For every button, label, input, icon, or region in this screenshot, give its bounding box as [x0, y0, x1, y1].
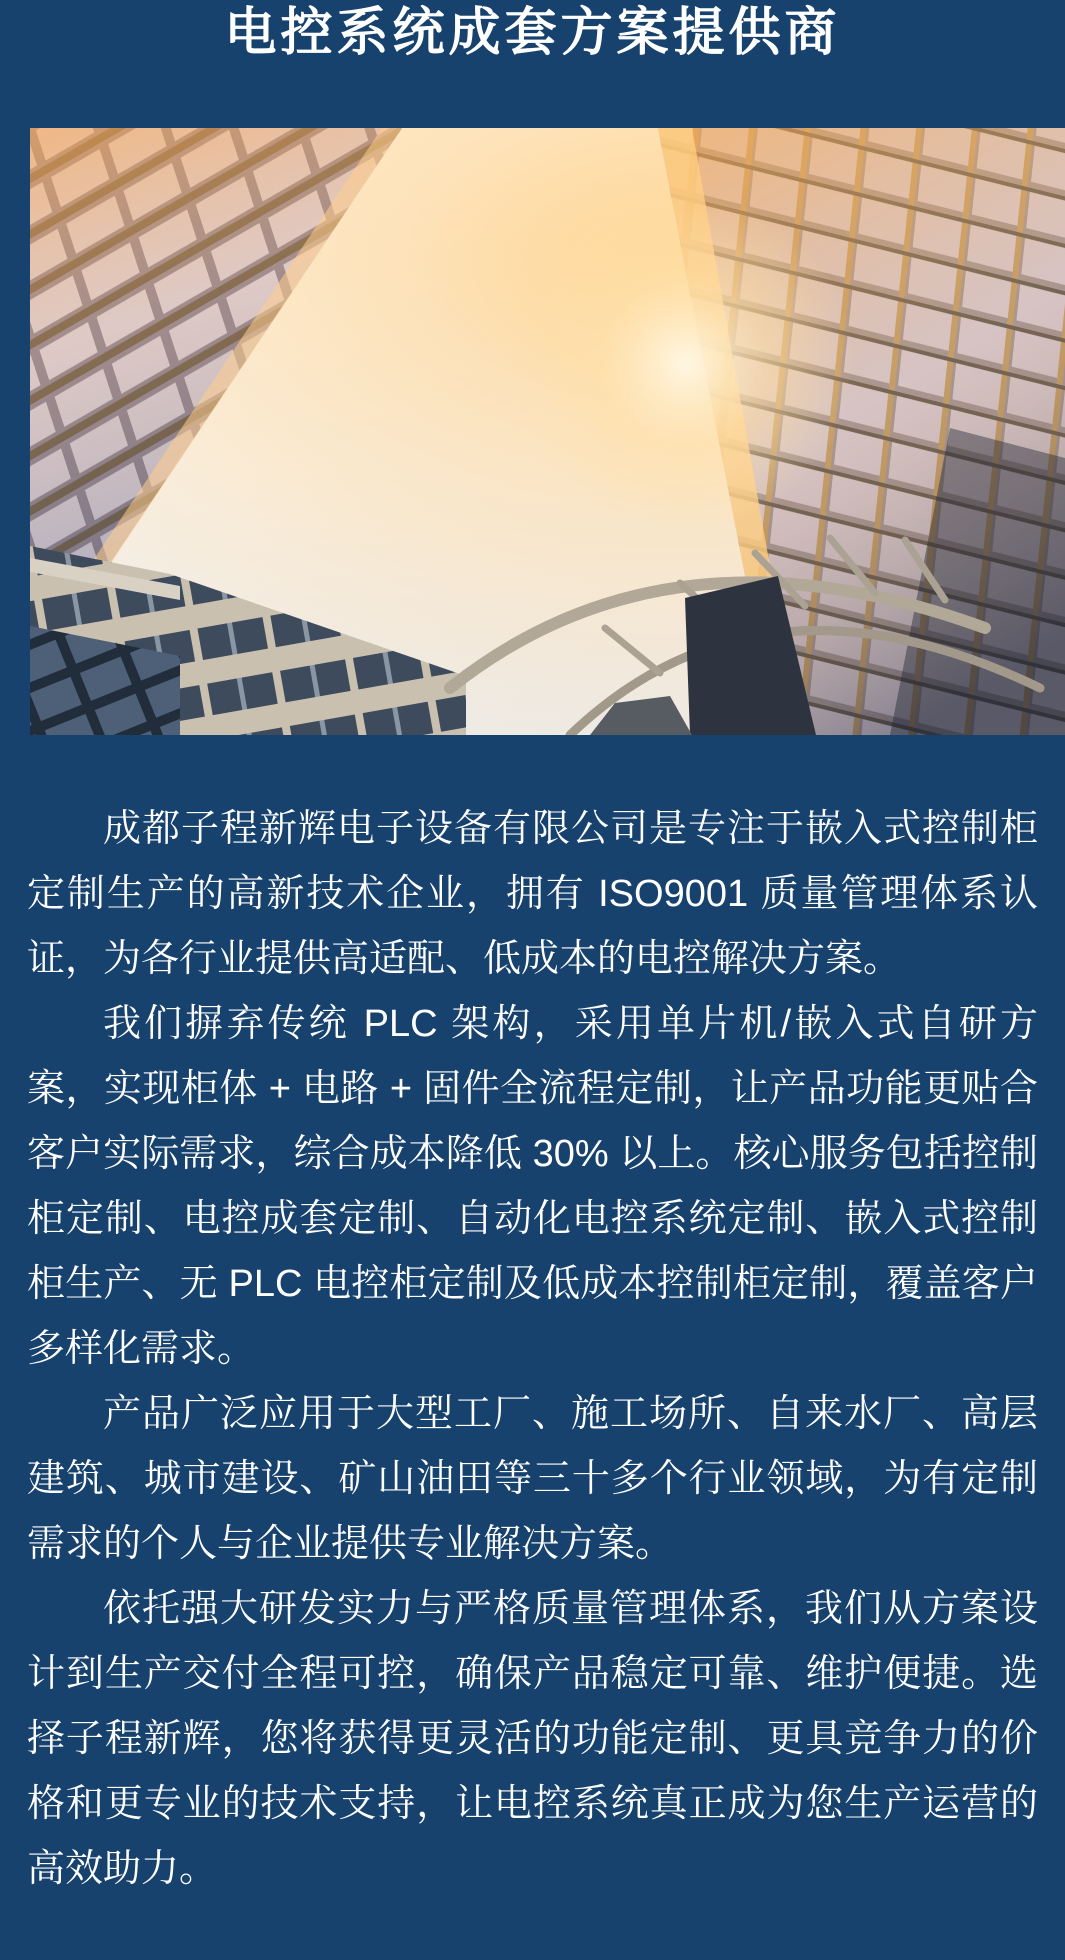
page-header — [0, 0, 1065, 64]
sun-flare — [515, 193, 855, 533]
about-paragraph-1: 成都子程新辉电子设备有限公司是专注于嵌入式控制柜定制生产的高新技术企业，拥有 ISO9001 质量管理体系认证，为各行业提供高适配、低成本的电控解决方案。 — [27, 808, 1038, 980]
hero-image-illustration — [30, 128, 1065, 735]
hero-image — [30, 128, 1065, 735]
about-paragraph-2: 我们摒弃传统 PLC 架构，采用单片机/嵌入式自研方案，实现柜体 + 电路 + 固件全流程定制，让产品功能更贴合客户实际需求，综合成本降低 30% 以上。核心服务包括控制柜定制、电控成套定制、自动化电控系统定制、嵌入式控制柜生产、无 PLC 电控柜定制及低成本控制柜定制，覆盖客户多样化需求。 — [27, 1003, 1038, 1370]
about-paragraph-3: 产品广泛应用于大型工厂、施工场所、自来水厂、高层建筑、城市建设、矿山油田等三十多个行业领域，为有定制需求的个人与企业提供专业解决方案。 — [27, 1393, 1038, 1565]
about-paragraph-4: 依托强大研发实力与严格质量管理体系，我们从方案设计到生产交付全程可控，确保产品稳定可靠、维护便捷。选择子程新辉，您将获得更灵活的功能定制、更具竞争力的价格和更专业的技术支持，让电控系统真正成为您生产运营的高效助力。 — [27, 1588, 1038, 1890]
page-title: 电控系统成套方案提供商 — [224, 4, 841, 62]
about-section — [0, 735, 1065, 1902]
